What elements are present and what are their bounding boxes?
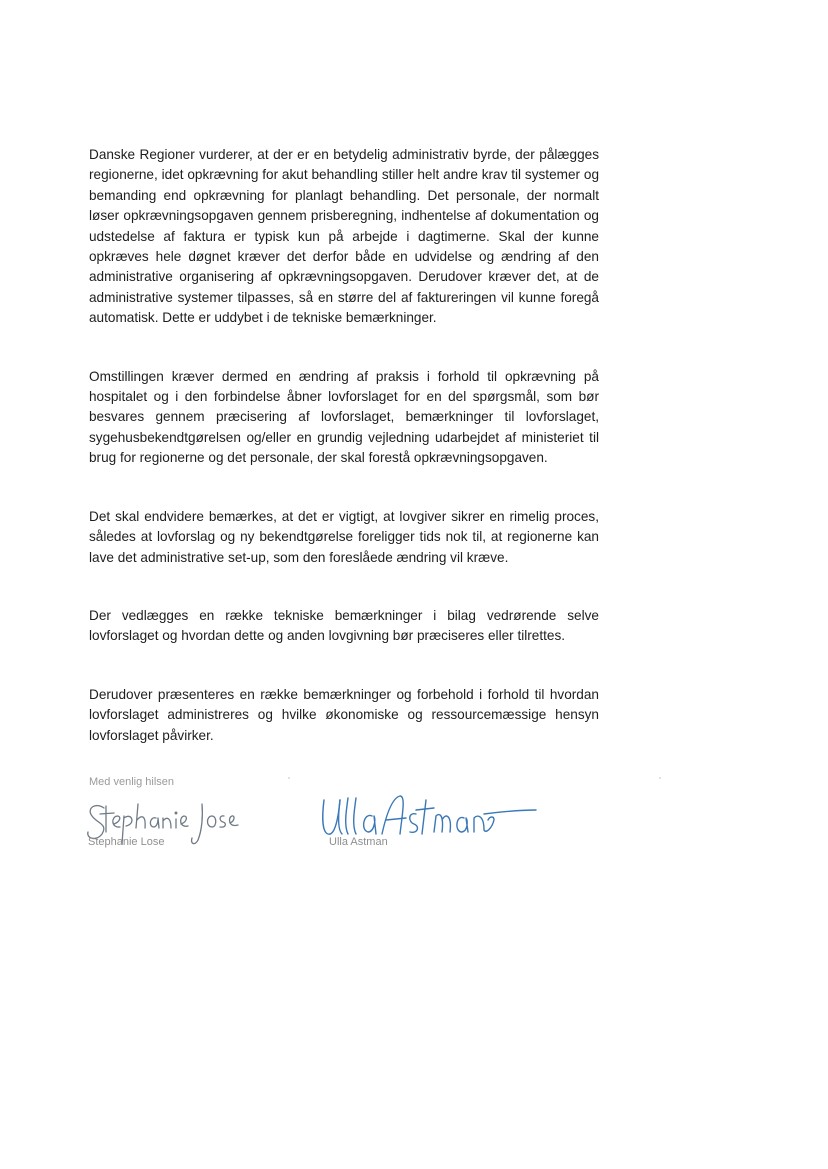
scan-speck bbox=[659, 777, 661, 779]
scan-speck bbox=[288, 777, 290, 779]
paragraph-practice-change: Omstillingen kræver dermed en ændring af praksis i forhold til opkrævning på hospitalet og i den forbindelse åbner lovforslaget for en del spørgsmål, som bør besvares gennem præcisering af lovforslaget, bemærkninger til lovforslaget, sygehusbekendtgørelsen og/eller en grundig vejledning udarbejdet af ministeriet til brug for regionerne og det personale, der skal forestå opkrævningsopgaven. bbox=[89, 368, 599, 466]
signature-ulla-astman bbox=[318, 786, 548, 852]
paragraph-reasonable-process: Det skal endvidere bemærkes, at det er vigtigt, at lovgiver sikrer en rimelig proces, således at lovforslag og ny bekendtgørelse foreligger tids nok til, at regionerne kan lave det administrative set-up, som den foreslåede ændring vil kræve. bbox=[89, 508, 599, 565]
signatory-name-left: Stephanie Lose bbox=[88, 836, 165, 848]
letter-body bbox=[89, 145, 599, 784]
paragraph-technical-remarks: Der vedlægges en række tekniske bemærkninger i bilag vedrørende selve lovforslaget og hvordan dette og anden lovgivning bør præciseres eller tilrettes. bbox=[89, 607, 599, 644]
closing-greeting: Med venlig hilsen bbox=[89, 776, 174, 788]
paragraph-reservations: Derudover præsenteres en række bemærkninger og forbehold i forhold til hvordan lovforslaget administreres og hvilke økonomiske og ressourcemæssige hensyn lovforslaget påvirker. bbox=[89, 686, 599, 743]
signature-stephanie-lose bbox=[84, 794, 244, 854]
paragraph-administrative-burden: Danske Regioner vurderer, at der er en betydelig administrativ byrde, der pålægges regionerne, idet opkrævning for akut behandling stiller helt andre krav til systemer og bemanding end opkrævning for planlagt behandling. Det personale, der normalt løser opkrævningsopgaven gennem prisberegning, indhentelse af dokumentation og udstedelse af faktura er typisk kun på arbejde i dagtimerne. Skal der kunne opkræves hele døgnet kræver det derfor både en udvidelse og ændring af den administrative organisering af opkrævningsopgaven. Derudover kræver det, at de administrative systemer tilpasses, så en større del af faktureringen vil kunne foregå automatisk. Dette er uddybet i de tekniske bemærkninger. bbox=[89, 147, 599, 326]
signatory-name-right: Ulla Astman bbox=[329, 836, 388, 848]
